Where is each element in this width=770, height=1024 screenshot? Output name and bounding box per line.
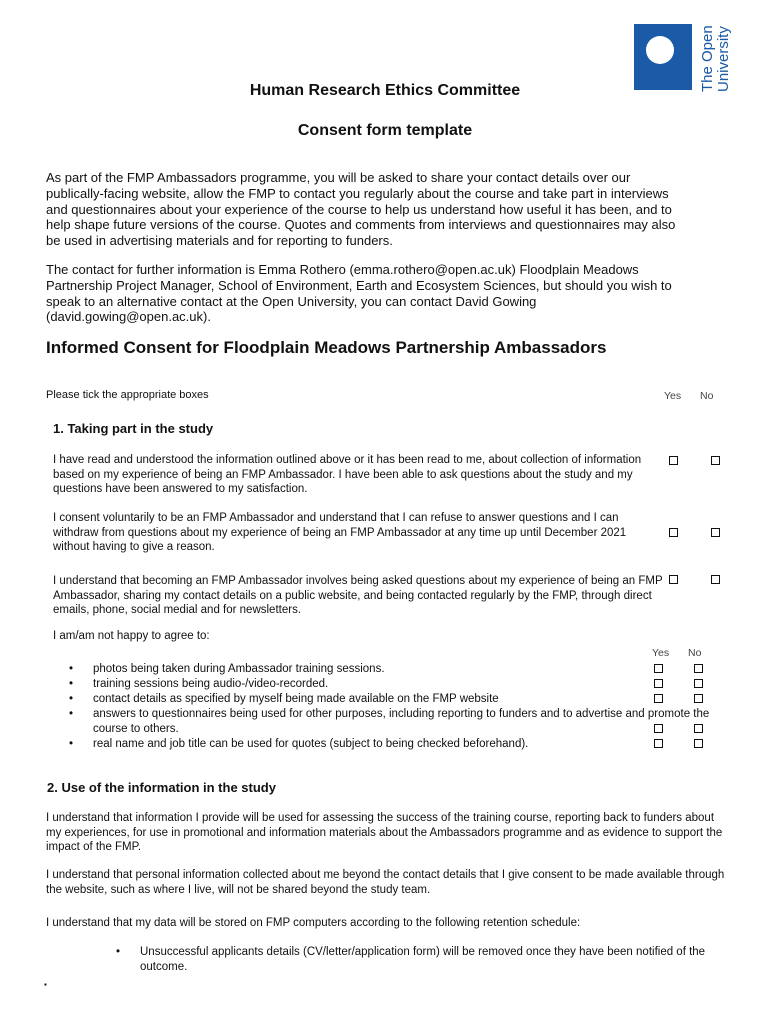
statement-3: I understand that becoming an FMP Ambassador involves being asked questions about my experience of being an FMP Ambassador, sharing my contact details on a public website, and being contacted regularly by the FMP, through direct emails, phone, social medial and for newsletters. — [53, 575, 663, 616]
agree-item — [69, 707, 723, 737]
no-column-header: No — [700, 390, 714, 402]
logo-line-1: The Open — [699, 25, 716, 92]
bullet: • — [69, 693, 74, 705]
statement-2-yes-checkbox[interactable] — [669, 528, 678, 537]
consent-heading: Informed Consent for Floodplain Meadows Partnership Ambassadors — [46, 338, 607, 357]
agree-3-no-checkbox[interactable] — [694, 694, 703, 703]
section-2-paragraph-2: I understand that personal information collected about me beyond the contact details that I give consent to be made available through the website, such as where I live, will not be shared beyond the study team. — [46, 869, 725, 896]
bullet: • — [69, 738, 74, 750]
agree-item-text: photos being taken during Ambassador training sessions. — [93, 663, 385, 675]
committee-title: Human Research Ethics Committee — [249, 82, 521, 99]
agree-intro: I am/am not happy to agree to: — [53, 630, 210, 642]
retention-item — [116, 945, 710, 975]
agree-item-text: real name and job title can be used for quotes (subject to being checked beforehand). — [93, 738, 529, 750]
logo-shield-icon — [634, 24, 692, 90]
agree-1-no-checkbox[interactable] — [694, 664, 703, 673]
retention-item-text: Unsuccessful applicants details (CV/letter/application form) will be removed once they have been notified of the outcome. — [140, 946, 706, 973]
statement-1-no-checkbox[interactable] — [711, 456, 720, 465]
agree-2-no-checkbox[interactable] — [694, 679, 703, 688]
statement-2: I consent voluntarily to be an FMP Ambassador and understand that I can refuse to answer questions and I can withdraw from questions about my experience of being an FMP Ambassador at any time up until December 2021 without having to give a reason. — [53, 512, 627, 553]
section-2-heading: 2. Use of the information in the study — [47, 780, 276, 795]
agree-item-text: training sessions being audio-/video-recorded. — [93, 678, 329, 690]
bullet: • — [69, 663, 74, 675]
agree-item — [69, 692, 723, 707]
agree-item-text: answers to questionnaires being used for other purposes, including reporting to funders and to advertise and promote the course to others. — [93, 708, 710, 735]
footer-mark: ▪ — [44, 980, 47, 989]
statement-1-yes-checkbox[interactable] — [669, 456, 678, 465]
logo-circle-icon — [646, 36, 674, 64]
agree-5-yes-checkbox[interactable] — [654, 739, 663, 748]
agree-4-yes-checkbox[interactable] — [654, 724, 663, 733]
section-2-paragraph-3: I understand that my data will be stored on FMP computers according to the following retention schedule: — [46, 917, 581, 929]
agree-no-header: No — [688, 647, 702, 659]
intro-paragraph-1: As part of the FMP Ambassadors programme, you will be asked to share your contact details over our publically-facing website, allow the FMP to contact you regularly about the course and take part in interviews and questionnaires about your experience of the course to help us understand how useful it has been, and to help shape future versions of the course. Quotes and comments from interviews and questionnaires may also be used in advertising materials and for reporting to funders. — [46, 170, 676, 249]
form-title: Consent form template — [297, 122, 473, 139]
yes-column-header: Yes — [664, 390, 682, 402]
intro-paragraph-2: The contact for further information is Emma Rothero (emma.rothero@open.ac.uk) Floodplain Meadows Partnership Project Manager, School of Environment, Earth and Ecosystem Sciences, but should you wish to speak to an alternative contact at the Open University, you can contact David Gowing (david.gowing@open.ac.uk). — [46, 262, 672, 325]
statement-2-no-checkbox[interactable] — [711, 528, 720, 537]
agree-list — [69, 662, 723, 752]
agree-item-text: contact details as specified by myself being made available on the FMP website — [93, 693, 499, 705]
agree-item — [69, 677, 723, 692]
retention-list — [116, 945, 710, 975]
statement-3-no-checkbox[interactable] — [711, 575, 720, 584]
section-1-heading: 1. Taking part in the study — [53, 421, 214, 436]
agree-2-yes-checkbox[interactable] — [654, 679, 663, 688]
agree-3-yes-checkbox[interactable] — [654, 694, 663, 703]
agree-5-no-checkbox[interactable] — [694, 739, 703, 748]
statement-3-yes-checkbox[interactable] — [669, 575, 678, 584]
section-2-paragraph-1: I understand that information I provide will be used for assessing the success of the training course, reporting back to funders about my experiences, for use in promotional and information materials about the Ambassadors programme and as evidence to support the impact of the FMP. — [46, 812, 723, 853]
bullet: • — [69, 678, 74, 690]
agree-1-yes-checkbox[interactable] — [654, 664, 663, 673]
logo-line-2: University — [715, 26, 732, 92]
agree-yes-header: Yes — [652, 647, 670, 659]
agree-4-no-checkbox[interactable] — [694, 724, 703, 733]
tick-instruction: Please tick the appropriate boxes — [46, 389, 209, 401]
agree-item — [69, 662, 723, 677]
statement-1: I have read and understood the information outlined above or it has been read to me, about collection of information based on my experience of being an FMP Ambassador. I have been able to ask questions about the study and my questions have been answered to my satisfaction. — [53, 454, 642, 495]
agree-item — [69, 737, 723, 752]
bullet: • — [116, 946, 121, 958]
bullet: • — [69, 708, 74, 720]
